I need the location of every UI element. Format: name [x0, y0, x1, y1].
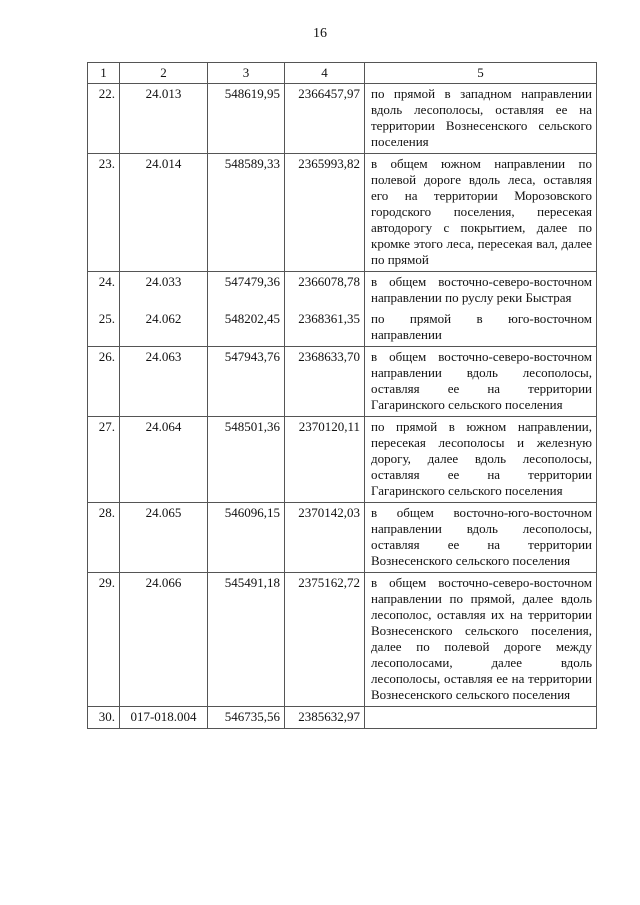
boundary-description: в общем восточно-северо-восточном направлении вдоль лесополосы, оставляя ее на территории Гагаринского сельского поселения	[365, 347, 597, 417]
point-code: 24.063	[120, 347, 208, 417]
row-number: 29.	[88, 573, 120, 707]
row-number: 28.	[88, 503, 120, 573]
row-number: 22.	[88, 84, 120, 154]
column-header-description: 5	[365, 63, 597, 84]
coordinate-x: 547479,36	[208, 272, 285, 310]
coordinate-y: 2366078,78	[285, 272, 365, 310]
table-row	[88, 503, 597, 573]
table-row	[88, 417, 597, 503]
point-code: 24.062	[120, 309, 208, 347]
table-row	[88, 84, 597, 154]
coordinate-x: 546735,56	[208, 707, 285, 729]
column-header-x: 3	[208, 63, 285, 84]
column-header-y: 4	[285, 63, 365, 84]
row-number: 27.	[88, 417, 120, 503]
table-header-row	[88, 63, 597, 84]
coordinate-x: 546096,15	[208, 503, 285, 573]
coordinate-x: 548501,36	[208, 417, 285, 503]
coordinate-y: 2366457,97	[285, 84, 365, 154]
boundary-description: в общем восточно-северо-восточном направлении по прямой, далее вдоль лесополос, оставляя их на территории Вознесенского сельского поселения, далее по полевой дороге между лесополосами, далее вдоль лесополосы, оставляя ее на территории Вознесенского сельского поселения	[365, 573, 597, 707]
coordinate-x: 545491,18	[208, 573, 285, 707]
coordinate-x: 548202,45	[208, 309, 285, 347]
point-code: 017-018.004	[120, 707, 208, 729]
point-code: 24.033	[120, 272, 208, 310]
boundary-description: в общем восточно-северо-восточном направлении по руслу реки Быстрая	[365, 272, 597, 310]
point-code: 24.065	[120, 503, 208, 573]
point-code: 24.064	[120, 417, 208, 503]
coordinate-y: 2370142,03	[285, 503, 365, 573]
column-header-number: 1	[88, 63, 120, 84]
row-number: 25.	[88, 309, 120, 347]
table-row	[88, 573, 597, 707]
coordinate-y: 2385632,97	[285, 707, 365, 729]
point-code: 24.066	[120, 573, 208, 707]
coordinate-y: 2368361,35	[285, 309, 365, 347]
point-code: 24.014	[120, 154, 208, 272]
boundary-description: по прямой в западном направлении вдоль лесополосы, оставляя ее на территории Вознесенского сельского поселения	[365, 84, 597, 154]
boundary-description: по прямой в южном направлении, пересекая лесополосы и железную дорогу, далее вдоль лесополосы, оставляя ее на территории Гагаринского сельского поселения	[365, 417, 597, 503]
row-number: 23.	[88, 154, 120, 272]
row-number: 26.	[88, 347, 120, 417]
boundary-description: по прямой в юго-восточном направлении	[365, 309, 597, 347]
coordinate-y: 2375162,72	[285, 573, 365, 707]
coordinate-y: 2365993,82	[285, 154, 365, 272]
table-row	[88, 347, 597, 417]
coordinate-y: 2370120,11	[285, 417, 365, 503]
column-header-point-code: 2	[120, 63, 208, 84]
table-row	[88, 309, 597, 347]
point-code: 24.013	[120, 84, 208, 154]
coordinate-x: 548589,33	[208, 154, 285, 272]
coordinate-y: 2368633,70	[285, 347, 365, 417]
table-row	[88, 707, 597, 729]
boundary-points-table	[87, 62, 597, 729]
table-row	[88, 272, 597, 310]
boundary-description	[365, 707, 597, 729]
page-number: 16	[313, 26, 327, 41]
row-number: 30.	[88, 707, 120, 729]
boundary-description: в общем южном направлении по полевой дороге вдоль леса, оставляя его на территории Морозовского городского поселения, пересекая автодорогу с покрытием, далее по кромке этого леса, пересекая вал, далее по прямой	[365, 154, 597, 272]
row-number: 24.	[88, 272, 120, 310]
boundary-description: в общем восточно-юго-восточном направлении вдоль лесополосы, оставляя ее на территории Вознесенского сельского поселения	[365, 503, 597, 573]
table-row	[88, 154, 597, 272]
coordinate-x: 547943,76	[208, 347, 285, 417]
coordinate-x: 548619,95	[208, 84, 285, 154]
